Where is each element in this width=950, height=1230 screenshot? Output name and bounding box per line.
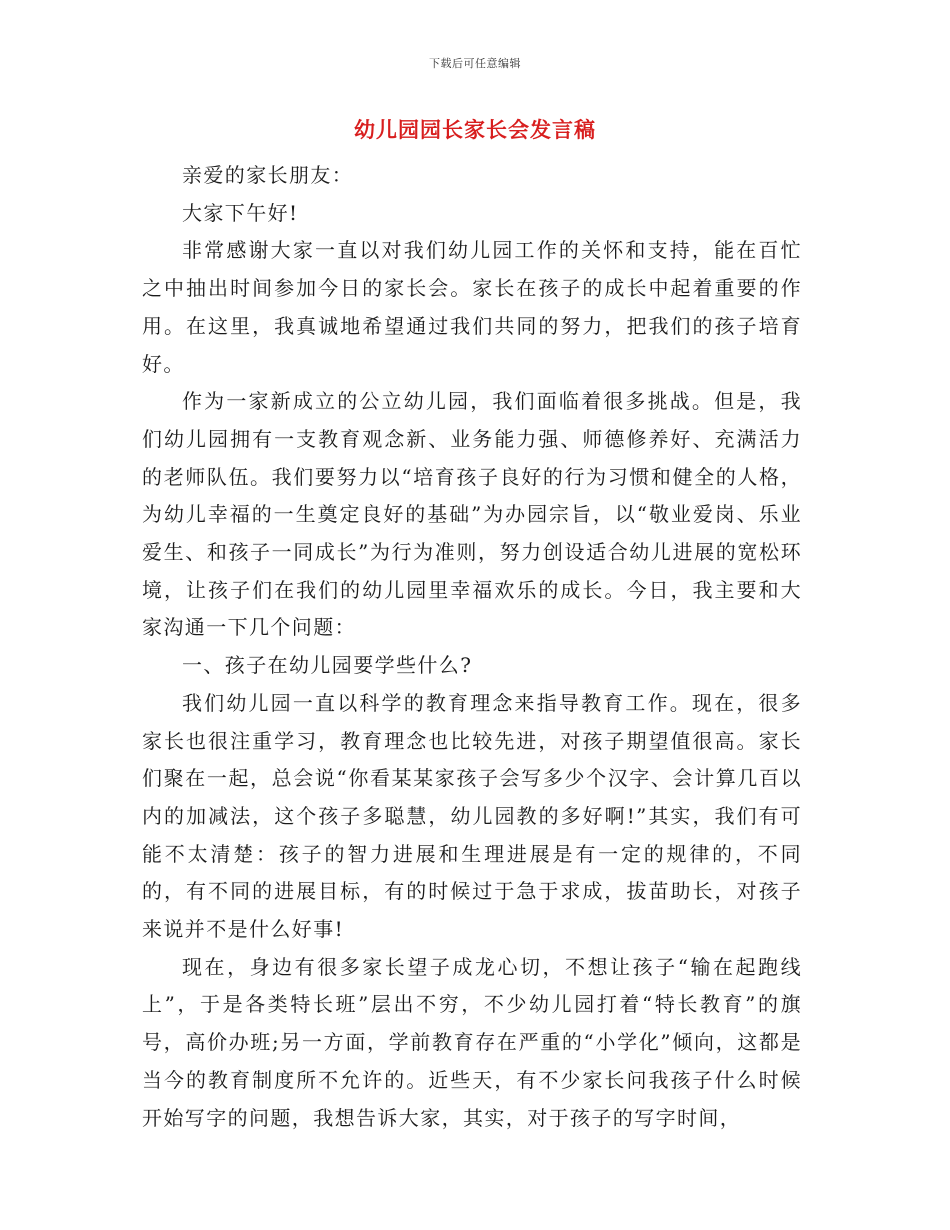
header-note: 下载后可任意编辑	[429, 57, 521, 70]
document-body	[142, 157, 802, 1137]
paragraph-salutation: 大家下午好!	[182, 200, 299, 225]
document-title: 幼儿园园长家长会发言稿	[354, 118, 596, 142]
paragraph-education-philosophy: 我们幼儿园一直以科学的教育理念来指导教育工作。现在，很多家长也很注重学习，教育理念也比较先进，对孩子期望值很高。家长们聚在一起，总会说“你看某某家孩子会写多少个汉字、会计算几百以内的加减法，这个孩子多聪慧，幼儿园教的多好啊!”其实，我们有可能不太清楚：孩子的智力进展和生理进展是有一定的规律的，不同的，有不同的进展目标，有的时候过于急于求成，拔苗助长，对孩子来说并不是什么好事!	[142, 690, 802, 942]
paragraph-greeting: 亲爱的家长朋友：	[182, 163, 354, 187]
paragraph-introduction: 作为一家新成立的公立幼儿园，我们面临着很多挑战。但是，我们幼儿园拥有一支教育观念新、业务能力强、师德修养好、充满活力的老师队伍。我们要努力以“培育孩子良好的行为习惯和健全的人格，为幼儿幸福的一生奠定良好的基础”为办园宗旨，以“敬业爱岗、乐业爱生、和孩子一同成长”为行为准则，努力创设适合幼儿进展的宽松环境，让孩子们在我们的幼儿园里幸福欢乐的成长。今日，我主要和大家沟通一下几个问题：	[142, 389, 802, 640]
section-heading-1: 一、孩子在幼儿园要学些什么?	[182, 653, 473, 678]
paragraph-current-situation: 现在，身边有很多家长望子成龙心切，不想让孩子“输在起跑线上”，于是各类特长班”层出不穷，不少幼儿园打着“特长教育”的旗号，高价办班;另一方面，学前教育存在严重的“小学化”倾向，这都是当今的教育制度所不允许的。近些天，有不少家长问我孩子什么时候开始写字的问题，我想告诉大家，其实，对于孩子的写字时间，	[142, 954, 802, 1130]
paragraph-thanks: 非常感谢大家一直以对我们幼儿园工作的关怀和支持，能在百忙之中抽出时间参加今日的家长会。家长在孩子的成长中起着重要的作用。在这里，我真诚地希望通过我们共同的努力，把我们的孩子培育好。	[142, 238, 802, 376]
